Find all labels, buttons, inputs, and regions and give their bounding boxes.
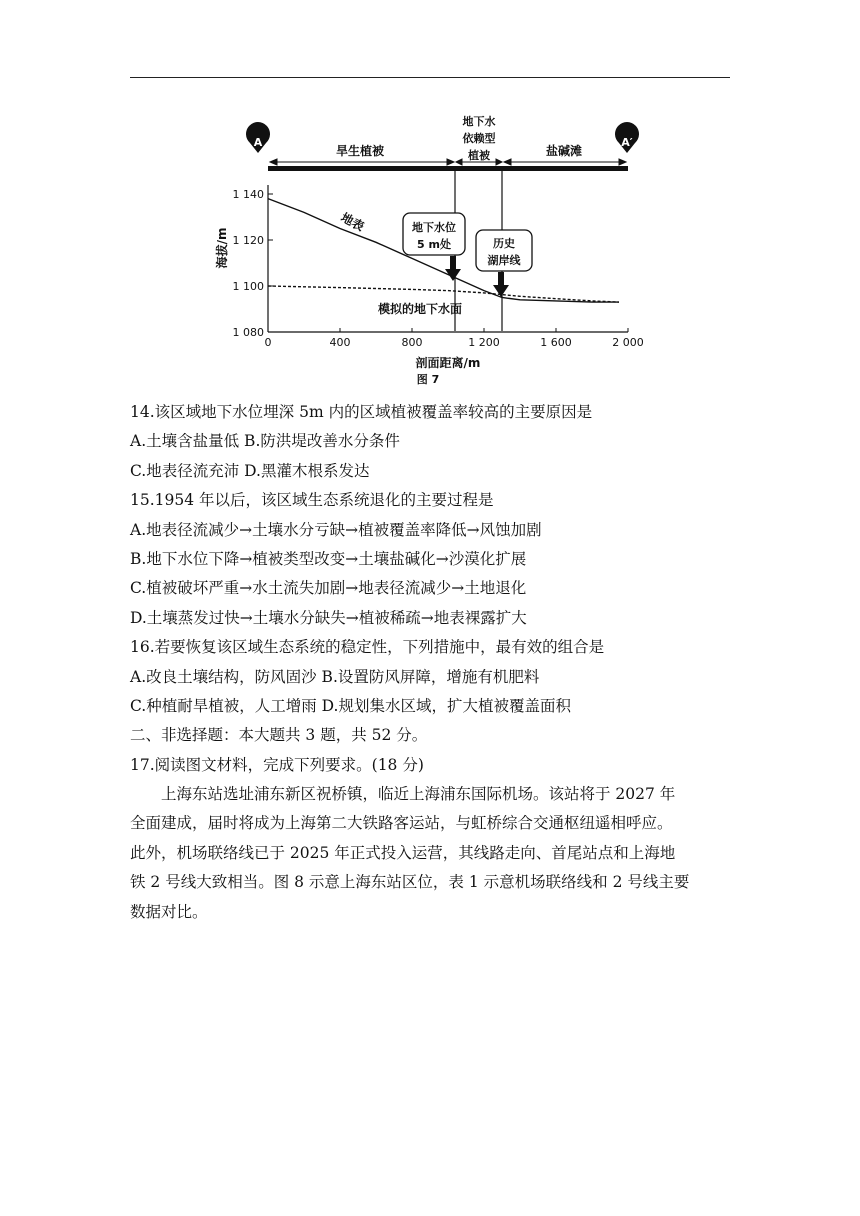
y-tick-label: 1 100	[232, 280, 264, 293]
x-tick-label: 0	[264, 336, 272, 349]
surface-label: 地表	[338, 210, 367, 234]
q14-options-ab: A.土壤含盐量低 B.防洪堤改善水分条件	[130, 432, 400, 451]
zone-label-groundwater-2: 依赖型	[462, 132, 496, 145]
q15-option-d: D.土壤蒸发过快→土壤水分缺失→植被稀疏→地表裸露扩大	[130, 608, 527, 627]
y-tick-label: 1 140	[232, 188, 264, 201]
zone-label-groundwater-3: 植被	[468, 149, 490, 162]
y-tick-label: 1 080	[232, 326, 264, 339]
header-rule	[130, 77, 730, 78]
q16-options-ab: A.改良土壤结构，防风固沙 B.设置防风屏障，增施有机肥料	[130, 667, 540, 686]
groundwater-callout	[403, 213, 465, 255]
question-text	[130, 398, 730, 927]
q17-paragraph-line-1: 上海东站选址浦东新区祝桥镇，临近上海浦东国际机场。该站将于 2027 年	[161, 785, 676, 804]
water-table-label: 模拟的地下水面	[378, 302, 463, 316]
profile-chart	[200, 100, 660, 395]
shoreline-callout	[476, 230, 532, 271]
zone-label-saline: 盐碱滩	[545, 144, 583, 158]
question-16: 16.若要恢复该区域生态系统的稳定性，下列措施中，最有效的组合是	[130, 638, 605, 657]
svg-text:历史: 历史	[493, 237, 515, 250]
q15-option-a: A.地表径流减少→土壤水分亏缺→植被覆盖率降低→风蚀加剧	[130, 520, 542, 539]
zone-label-groundwater-1: 地下水	[462, 115, 496, 128]
svg-text:A: A	[253, 136, 263, 149]
figure-7	[200, 100, 660, 395]
marker-a-prime-icon	[615, 122, 639, 153]
x-tick-label: 1 200	[468, 336, 500, 349]
q14-options-cd: C.地表径流充沛 D.黑灌木根系发达	[130, 461, 370, 480]
x-ticks	[265, 328, 644, 349]
marker-a-icon	[246, 122, 270, 153]
question-14: 14.该区域地下水位埋深 5m 内的区域植被覆盖率较高的主要原因是	[130, 403, 593, 421]
figure-caption: 图 7	[416, 373, 440, 386]
x-tick-label: 400	[329, 336, 351, 349]
zone-label-arid: 旱生植被	[335, 144, 385, 158]
q17-paragraph-line-5: 数据对比。	[130, 902, 208, 921]
svg-text:A′: A′	[621, 136, 633, 149]
zone-arrows	[270, 159, 626, 165]
q16-options-cd: C.种植耐旱植被，人工增雨 D.规划集水区域，扩大植被覆盖面积	[130, 696, 571, 715]
q17-paragraph-line-2: 全面建成，届时将成为上海第二大铁路客运站，与虹桥综合交通枢纽遥相呼应。	[130, 814, 673, 833]
svg-text:5 m处: 5 m处	[417, 238, 451, 251]
question-15: 15.1954 年以后，该区域生态系统退化的主要过程是	[130, 491, 494, 510]
shoreline-arrow-icon	[493, 272, 509, 297]
y-ticks	[233, 188, 274, 339]
svg-text:湖岸线: 湖岸线	[487, 254, 521, 267]
y-axis-label: 海拔/m	[215, 227, 229, 269]
question-17: 17.阅读图文材料，完成下列要求。(18 分)	[130, 755, 424, 774]
q17-paragraph-line-3: 此外，机场联络线已于 2025 年正式投入运营，其线路走向、首尾站点和上海地	[130, 843, 676, 862]
section-2-heading: 二、非选择题：本大题共 3 题，共 52 分。	[130, 726, 428, 745]
profile-band	[268, 166, 628, 171]
x-tick-label: 2 000	[612, 336, 644, 349]
water-table-line	[268, 286, 619, 302]
svg-text:地下水位: 地下水位	[412, 221, 456, 234]
q15-option-b: B.地下水位下降→植被类型改变→土壤盐碱化→沙漠化扩展	[130, 549, 527, 568]
x-axis-label: 剖面距离/m	[415, 356, 481, 370]
groundwater-arrow-icon	[445, 256, 461, 281]
q15-option-c: C.植被破坏严重→水土流失加剧→地表径流减少→土地退化	[130, 579, 527, 598]
x-tick-label: 1 600	[540, 336, 572, 349]
y-tick-label: 1 120	[232, 234, 264, 247]
q17-paragraph-line-4: 铁 2 号线大致相当。图 8 示意上海东站区位，表 1 示意机场联络线和 2 号线主要	[130, 873, 690, 892]
x-tick-label: 800	[401, 336, 423, 349]
